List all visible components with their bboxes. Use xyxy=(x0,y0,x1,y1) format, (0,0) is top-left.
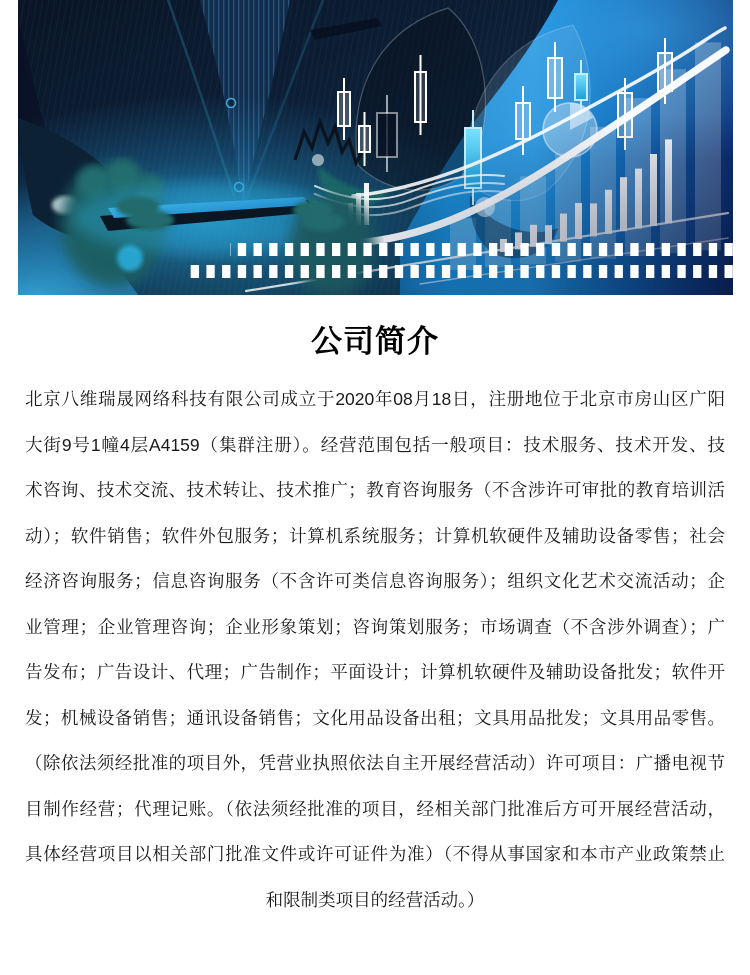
intro-line: （除依法须经批准的项目外，凭营业执照依法自主开展经营活动）许可项目：广播电视节 xyxy=(25,753,725,773)
intro-line: 业管理；企业管理咨询；企业形象策划；咨询策划服务；市场调查（不含涉外调查）；广 xyxy=(25,616,725,637)
hero-image xyxy=(18,0,733,295)
hero-banner xyxy=(0,0,750,295)
intro-line: 发；机械设备销售；通讯设备销售；文化用品设备出租；文具用品批发；文具用品零售。 xyxy=(25,707,725,728)
intro-line: 告发布；广告设计、代理；广告制作；平面设计；计算机软硬件及辅助设备批发；软件开 xyxy=(25,662,725,682)
company-intro-paragraph xyxy=(25,377,725,923)
intro-line: 目制作经营；代理记账。（依法须经批准的项目，经相关部门批准后方可开展经营活动， xyxy=(25,798,725,819)
intro-line-last: 和限制类项目的经营活动。） xyxy=(265,889,485,910)
intro-line: 具体经营项目以相关部门批准文件或许可证件为准）（不得从事国家和本市产业政策禁止 xyxy=(25,844,725,864)
page-title: 公司简介 xyxy=(311,324,439,359)
intro-line: 动）；软件销售；软件外包服务；计算机系统服务；计算机软硬件及辅助设备零售；社会 xyxy=(25,525,725,546)
intro-line: 术咨询、技术交流、技术转让、技术推广；教育咨询服务（不含涉许可审批的教育培训活 xyxy=(25,480,725,500)
intro-line: 经济咨询服务；信息咨询服务（不含许可类信息咨询服务）；组织文化艺术交流活动；企 xyxy=(25,571,725,591)
intro-line: 北京八维瑞晟网络科技有限公司成立于2020年08月18日，注册地位于北京市房山区广阳 xyxy=(25,389,725,409)
intro-line: 大街9号1幢4层A4159（集群注册）。经营范围包括一般项目：技术服务、技术开发、技 xyxy=(25,434,725,455)
